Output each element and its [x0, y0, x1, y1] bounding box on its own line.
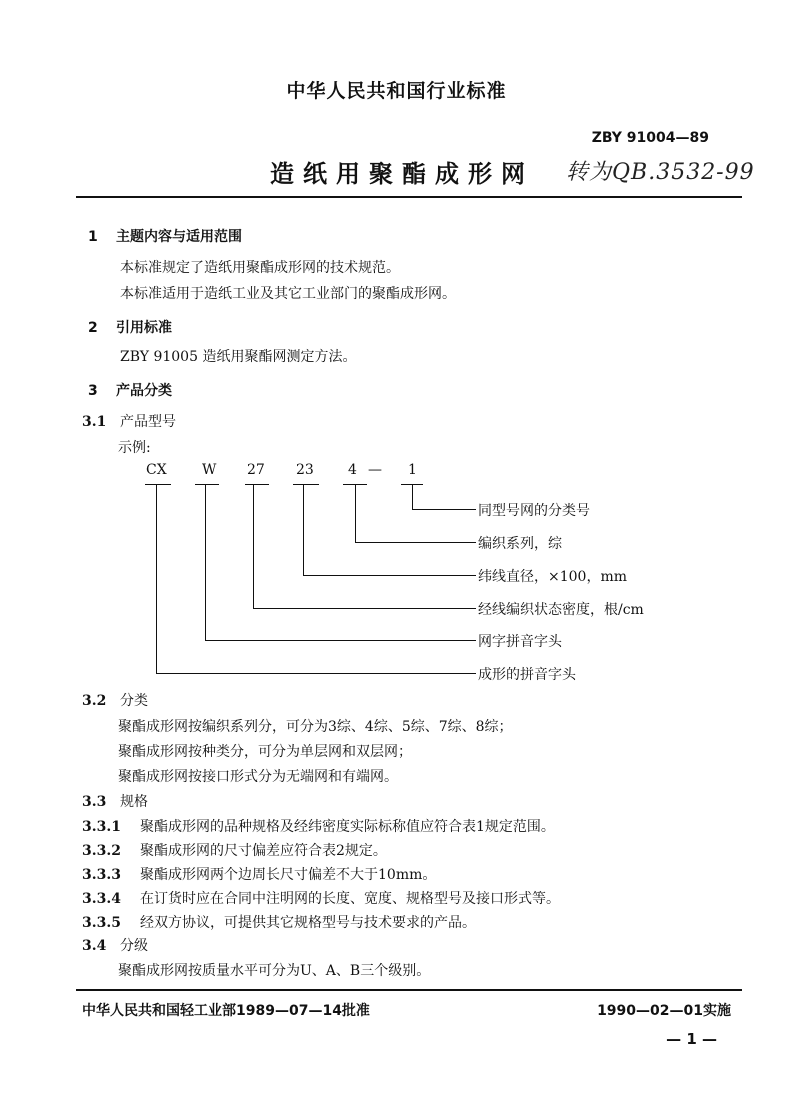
section-3-heading [88, 380, 172, 400]
spec-item-number: 3.3.1 [82, 819, 121, 835]
spec-item [82, 888, 560, 908]
subsection-3-2-heading [82, 690, 148, 710]
paragraph: 聚酯成形网按编织系列分，可分为3综、4综、5综、7综、8综； [118, 719, 513, 735]
leader-vertical [253, 485, 254, 608]
leader-vertical [355, 485, 356, 542]
top-rule [76, 196, 742, 198]
diagram-label: 编织系列，综 [478, 536, 562, 552]
leader-horizontal [205, 640, 476, 641]
subsection-3-3-heading [82, 791, 148, 811]
spec-item-text: 在订货时应在合同中注明网的长度、宽度、规格型号及接口形式等。 [140, 891, 560, 907]
document-title: 造纸用聚酯成形网 [270, 160, 534, 188]
subsection-title: 产品型号 [120, 414, 176, 430]
code-token-dash: — [368, 462, 382, 478]
underline [293, 484, 319, 485]
section-title: 引用标准 [116, 320, 172, 336]
handwritten-note: 转为QB.3532-99 [566, 160, 755, 185]
underline [145, 484, 171, 485]
spec-item-number: 3.3.5 [82, 915, 121, 931]
spec-item-text: 聚酯成形网两个边周长尺寸偏差不大于10mm。 [140, 867, 437, 883]
section-number: 2 [88, 320, 98, 336]
leader-horizontal [156, 673, 476, 674]
section-number: 1 [88, 229, 98, 245]
spec-item-number: 3.3.3 [82, 867, 121, 883]
paragraph: 本标准规定了造纸用聚酯成形网的技术规范。 [120, 260, 400, 276]
subsection-3-4-heading [82, 935, 148, 955]
section-title: 产品分类 [116, 383, 172, 399]
section-2-heading [88, 317, 172, 337]
leader-vertical [156, 485, 157, 673]
leader-horizontal [303, 575, 476, 576]
leader-horizontal [253, 608, 476, 609]
leader-vertical [412, 485, 413, 509]
diagram-label: 经线编织状态密度，根/cm [478, 602, 644, 618]
spec-item-text: 聚酯成形网的品种规格及经纬密度实际标称值应符合表1规定范围。 [140, 819, 555, 835]
spec-item [82, 816, 555, 836]
bottom-rule [76, 989, 742, 991]
page-number: — 1 — [666, 1030, 717, 1048]
subsection-number: 3.1 [82, 414, 107, 430]
example-label: 示例: [118, 440, 151, 456]
standard-code: ZBY 91004—89 [591, 130, 709, 146]
underline [245, 484, 269, 485]
subsection-title: 分类 [120, 693, 148, 709]
diagram-label: 网字拼音字头 [478, 634, 562, 650]
code-token-23: 23 [296, 462, 314, 478]
paragraph: 聚酯成形网按质量水平可分为U、A、B三个级别。 [118, 963, 431, 979]
section-title: 主题内容与适用范围 [116, 229, 242, 245]
org-title: 中华人民共和国行业标准 [286, 80, 507, 102]
spec-item [82, 840, 387, 860]
spec-item [82, 864, 436, 884]
spec-item [82, 912, 476, 932]
subsection-number: 3.4 [82, 938, 107, 954]
diagram-label: 同型号网的分类号 [478, 503, 590, 519]
diagram-label: 成形的拼音字头 [478, 667, 576, 683]
code-token-cx: CX [146, 462, 167, 478]
section-number: 3 [88, 383, 98, 399]
subsection-number: 3.3 [82, 794, 107, 810]
spec-item-number: 3.3.2 [82, 843, 121, 859]
subsection-title: 规格 [120, 794, 148, 810]
code-token-1: 1 [408, 462, 417, 478]
paragraph: 聚酯成形网按接口形式分为无端网和有端网。 [118, 769, 398, 785]
paragraph: 本标准适用于造纸工业及其它工业部门的聚酯成形网。 [120, 286, 456, 302]
diagram-label: 纬线直径，×100，mm [478, 569, 628, 585]
approval-line: 中华人民共和国轻工业部1989—07—14批准 [82, 1003, 370, 1019]
underline [195, 484, 219, 485]
subsection-title: 分级 [120, 938, 148, 954]
spec-item-number: 3.3.4 [82, 891, 121, 907]
paragraph: 聚酯成形网按种类分，可分为单层网和双层网； [118, 744, 412, 760]
implementation-date: 1990—02—01实施 [597, 1003, 731, 1019]
leader-vertical [303, 485, 304, 575]
spec-item-text: 经双方协议，可提供其它规格型号与技术要求的产品。 [140, 915, 476, 931]
paragraph: ZBY 91005 造纸用聚酯网测定方法。 [120, 349, 357, 365]
subsection-3-1-heading [82, 411, 176, 431]
code-token-27: 27 [247, 462, 265, 478]
leader-horizontal [355, 542, 476, 543]
leader-horizontal [412, 509, 476, 510]
leader-vertical [205, 485, 206, 640]
code-token-w: W [202, 462, 217, 478]
subsection-number: 3.2 [82, 693, 107, 709]
code-token-4: 4 [348, 462, 357, 478]
spec-item-text: 聚酯成形网的尺寸偏差应符合表2规定。 [140, 843, 387, 859]
section-1-heading [88, 226, 242, 246]
